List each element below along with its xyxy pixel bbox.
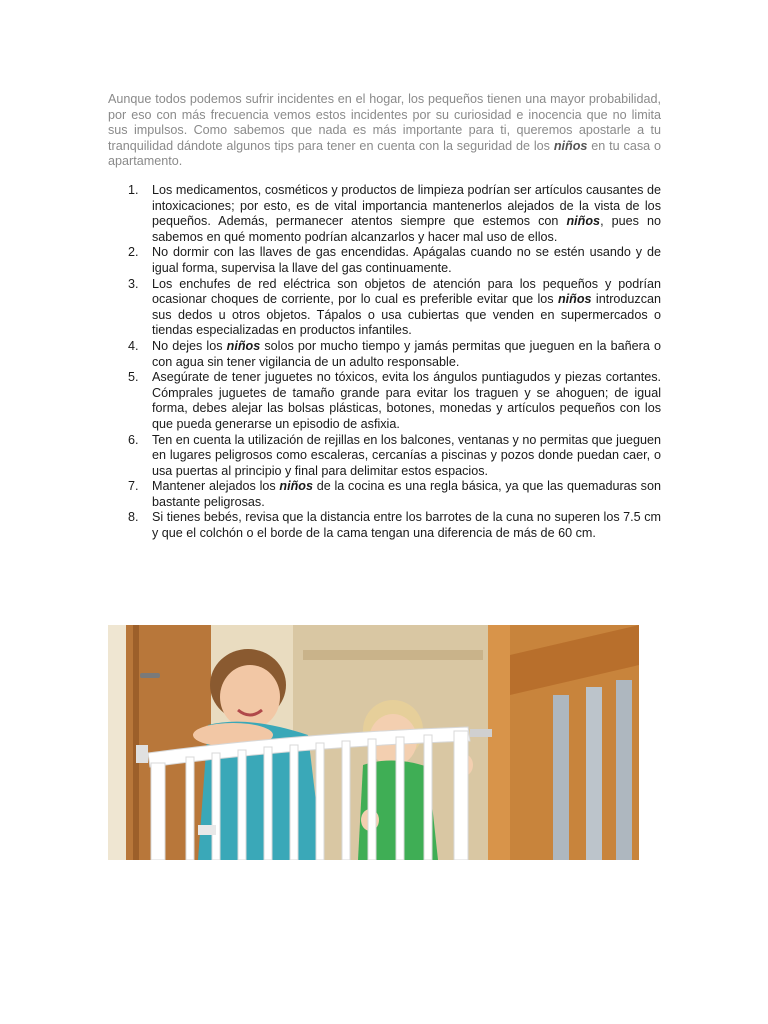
intro-text-before: Aunque todos podemos sufrir incidentes en el hogar, los pequeños tienen una mayor probabilidad, por eso con más frecuencia vemos estos incidentes por su curiosidad e inocencia que no limita sus impulsos. Como sabemos que nada es más importante para ti, queremos apostarle a tu tranquilidad dándote algunos tips para tener en cuenta con la seguridad de los <box>108 92 661 153</box>
list-item <box>128 479 661 510</box>
list-item <box>128 432 661 480</box>
list-item-keyword: niños <box>557 292 592 307</box>
door-edge <box>133 625 139 860</box>
list-item-text: Asegúrate de tener juguetes no tóxicos, evita los ángulos puntiagudos y piezas cortantes. Cómprales juguetes de tamaño grande para evitar los traguen y se ahoguen; de igual forma, debes alejar las bolsas plásticas, botones, monedas y artículos pequeños con los que pueda generarse un episodio de asfixia. <box>152 370 661 431</box>
door-frame-top <box>303 650 483 660</box>
list-item <box>128 338 661 370</box>
list-item-text: No dormir con las llaves de gas encendidas. Apágalas cuando no se estén usando y de igual forma, supervisa la llave del gas continuamente. <box>152 245 661 275</box>
list-item-text-after: introduzcan sus dedos u otros objetos. Tápalos o usa cubiertas que venden en supermercados o tiendas especializadas en productos infantiles. <box>152 292 662 338</box>
list-item <box>128 370 661 432</box>
list-item-number: 1. <box>128 183 139 197</box>
gate-latch <box>470 729 492 737</box>
list-item-number: 4. <box>128 338 139 353</box>
intro-paragraph <box>108 92 661 170</box>
list-item-text: No dejes los <box>152 338 227 353</box>
safety-tips-list <box>128 183 662 542</box>
photo-illustration <box>108 625 639 860</box>
baluster <box>616 680 632 860</box>
list-item-text: Mantener alejados los <box>152 479 280 494</box>
list-item-number: 7. <box>128 479 139 494</box>
list-item-text: Los enchufes de red eléctrica son objetos de atención para los pequeños y podrían ocasionar choques de corriente, por lo cual es preferible evitar que los <box>152 276 661 307</box>
stair-post <box>488 625 510 860</box>
list-item-text: Ten en cuenta la utilización de rejillas en los balcones, ventanas y no permitas que jueguen en lugares peligrosos como escaleras, cercanías a piscinas y pozos donde puedan caer, o usa puertas al principio y final para delimitar estos espacios. <box>152 432 661 478</box>
list-item-text-after: , pues no sabemos en qué momento podrían alcanzarlos y hacer mal uso de ellos. <box>152 214 661 244</box>
list-item <box>128 245 661 276</box>
list-item-keyword: niños <box>279 479 314 494</box>
intro-keyword: niños <box>553 138 588 153</box>
baluster <box>586 687 602 860</box>
list-item-number: 6. <box>128 432 139 447</box>
child-face <box>220 665 280 729</box>
gate-hinge <box>198 825 216 835</box>
list-item-number: 5. <box>128 370 139 385</box>
list-item-text: Si tienes bebés, revisa que la distancia entre los barrotes de la cuna no superen los 7.5 cm y que el colchón o el borde de la cama tengan una diferencia de más de 60 cm. <box>152 510 661 541</box>
list-item-text-after: de la cocina es una regla básica, ya que las quemaduras son bastante peligrosas. <box>152 479 661 509</box>
list-item <box>128 510 661 541</box>
list-item <box>128 276 662 339</box>
wall-left <box>108 625 126 860</box>
door-handle <box>140 673 160 678</box>
baluster <box>553 695 569 860</box>
gate-mount <box>136 745 148 763</box>
list-item-text-after: solos por mucho tiempo y jamás permitas que jueguen en la bañera o con agua sin tener vigilancia de un adulto responsable. <box>152 338 661 369</box>
list-item-keyword: niños <box>226 338 261 353</box>
list-item-text: Los medicamentos, cosméticos y productos de limpieza podrían ser artículos causantes de intoxicaciones; por esto, es de vital importancia mantenerlos alejados de la vista de los pequeños. Además, permanecer atentos siempre que estemos con <box>152 183 661 229</box>
intro-text-after: en tu casa o apartamento. <box>108 138 661 169</box>
list-item-number: 8. <box>128 510 139 525</box>
list-item <box>128 183 661 245</box>
list-item-keyword: niños <box>566 214 601 229</box>
list-item-number: 2. <box>128 245 139 260</box>
list-item-number: 3. <box>128 276 139 291</box>
children-safety-gate-photo <box>108 625 639 860</box>
